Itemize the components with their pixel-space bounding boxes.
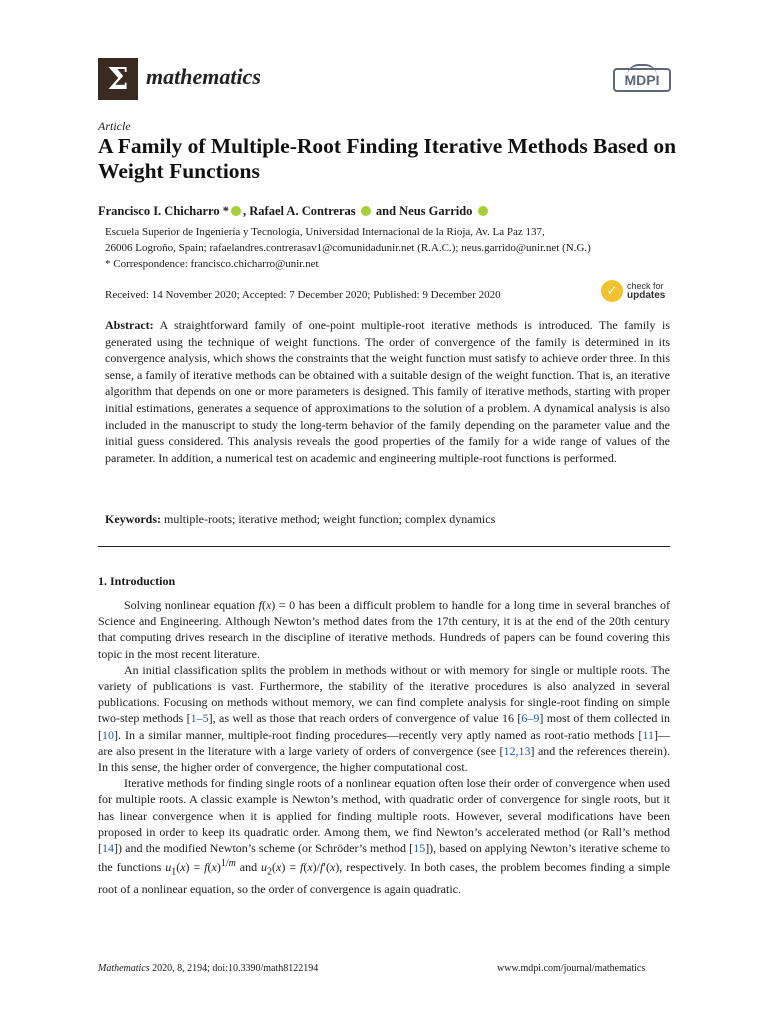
keywords-text: multiple-roots; iterative method; weight function; complex dynamics — [164, 512, 496, 526]
article-title: A Family of Multiple-Root Finding Iterative Methods Based on Weight Functions — [98, 134, 677, 183]
author-chicharro: Francisco I. Chicharro * — [98, 204, 230, 218]
divider — [98, 546, 670, 547]
correspondence: * Correspondence: francisco.chicharro@unir.net — [105, 258, 319, 270]
author-contreras: , Rafael A. Contreras — [243, 204, 356, 218]
check-icon: ✓ — [601, 280, 623, 302]
affiliation-line: 26006 Logroño, Spain; rafaelandres.contrerasav1@comunidadunir.net (R.A.C.); neus.garrido@unir.net (N.G.) — [105, 242, 591, 254]
affiliation-line: Escuela Superior de Ingeniería y Tecnología, Universidad Internacional de la Rioja, Av. La Paz 137, — [105, 226, 545, 238]
paragraph: Solving nonlinear equation f(x) = 0 has been a difficult problem to handle for a long time in several branches of Science and Engineering. Although Newton’s method dates from the 17th century, it is at the end of the 20th century that computing drives research in the discipline of iterative methods. Hundreds of papers can be found covering this topic in the most recent literature. — [98, 598, 671, 661]
paragraph: An initial classification splits the problem in methods without or with memory for single or multiple roots. The variety of publications is vast. Furthermore, the stability of the iterative procedures is also analyzed in several publications. Focusing on methods without memory, we can find complete analysis for single-root finding on simple two-step methods [1–5], as well as those that reach orders of convergence of value 16 [6–9] most of them collected in [10]. In a similar manner, multiple-root finding procedures—recently very aptly named as root-ratio methods [11]—are also present in the literature with a large variety of orders of convergence (see [12,13] and the references therein). In this sense, the higher order of convergence, the higher computational cost. — [98, 662, 671, 775]
orcid-icon[interactable] — [478, 206, 488, 216]
citation-link[interactable]: 15 — [413, 841, 426, 856]
footer-doi[interactable]: 2020, 8, 2194; doi:10.3390/math8122194 — [149, 963, 319, 974]
citation-link[interactable]: 12,13 — [503, 743, 531, 758]
orcid-icon[interactable] — [361, 206, 371, 216]
author-garrido: and Neus Garrido — [372, 204, 473, 218]
article-type: Article — [98, 119, 131, 133]
check-for-updates-badge[interactable] — [601, 278, 673, 304]
citation-link[interactable]: 11 — [642, 727, 654, 742]
footer-journal: Mathematics — [98, 963, 150, 974]
mdpi-logo[interactable]: MDPI — [613, 68, 671, 92]
journal-logo-icon[interactable]: Σ — [98, 58, 138, 100]
orcid-icon[interactable] — [231, 206, 241, 216]
keywords — [105, 512, 670, 527]
introduction-body — [98, 597, 670, 897]
abstract-text: A straightforward family of one-point multiple-root iterative methods is introduced. The family is generated using the technique of weight functions. The order of convergence of the family is determined in its convergence analysis, which shows the constraints that the weight function must satisfy to achieve order three. In this sense, a family of iterative methods can be obtained with a suitable design of the weight function. That is, an iterative algorithm that depends on one or more parameters is designed. This family of iterative methods, starting with proper initial estimations, generates a sequence of approximations to the solution of a problem. A dynamical analysis is also included in the manuscript to study the long-term behavior of the family depending on the parameter value and the initial guess considered. This analysis reveals the good properties of the family for a wide range of values of the parameter. In addition, a numerical test on academic and engineering multiple-root functions is performed. — [105, 318, 670, 465]
footer-journal-url[interactable]: www.mdpi.com/journal/mathematics — [497, 963, 646, 974]
journal-name[interactable]: mathematics — [146, 64, 261, 89]
check-updates-line1: check for — [627, 281, 664, 291]
paragraph: Iterative methods for finding single roots of a nonlinear equation often lose their order of convergence when used for multiple roots. A classic example is Newton’s method, with quadratic order of convergence for single roots, but it has linear convergence when it is applied for finding multiple roots. However, several modifications have been proposed in order to keep its quadratic order. Among them, we find Newton’s accelerated method (or Rall’s method [14]) and the modified Newton’s scheme (or Schröder’s method [15]), based on applying Newton’s iterative scheme to the functions $u_1(x) = f(x)^{1/m}$ and $u_2(x) = f(x)/f'(x)$, respectively. In both cases, the problem becomes finding a simple root of a nonlinear equation, so the order of convergence is again quadratic. — [98, 776, 671, 896]
keywords-label: Keywords: — [105, 512, 161, 526]
check-updates-text — [627, 282, 665, 300]
citation-link[interactable]: 1–5 — [190, 711, 209, 726]
citation-link[interactable]: 10 — [102, 727, 114, 742]
citation-link[interactable]: 6–9 — [521, 711, 540, 726]
abstract — [105, 317, 670, 466]
citation-link[interactable]: 14 — [102, 841, 114, 856]
check-updates-line2: updates — [627, 290, 666, 301]
footer-citation — [98, 963, 318, 974]
affiliation — [105, 224, 675, 272]
publication-dates: Received: 14 November 2020; Accepted: 7 December 2020; Published: 9 December 2020 — [105, 289, 501, 301]
section-heading: 1. Introduction — [98, 574, 176, 588]
abstract-label: Abstract: — [105, 318, 154, 332]
author-list — [98, 204, 490, 219]
